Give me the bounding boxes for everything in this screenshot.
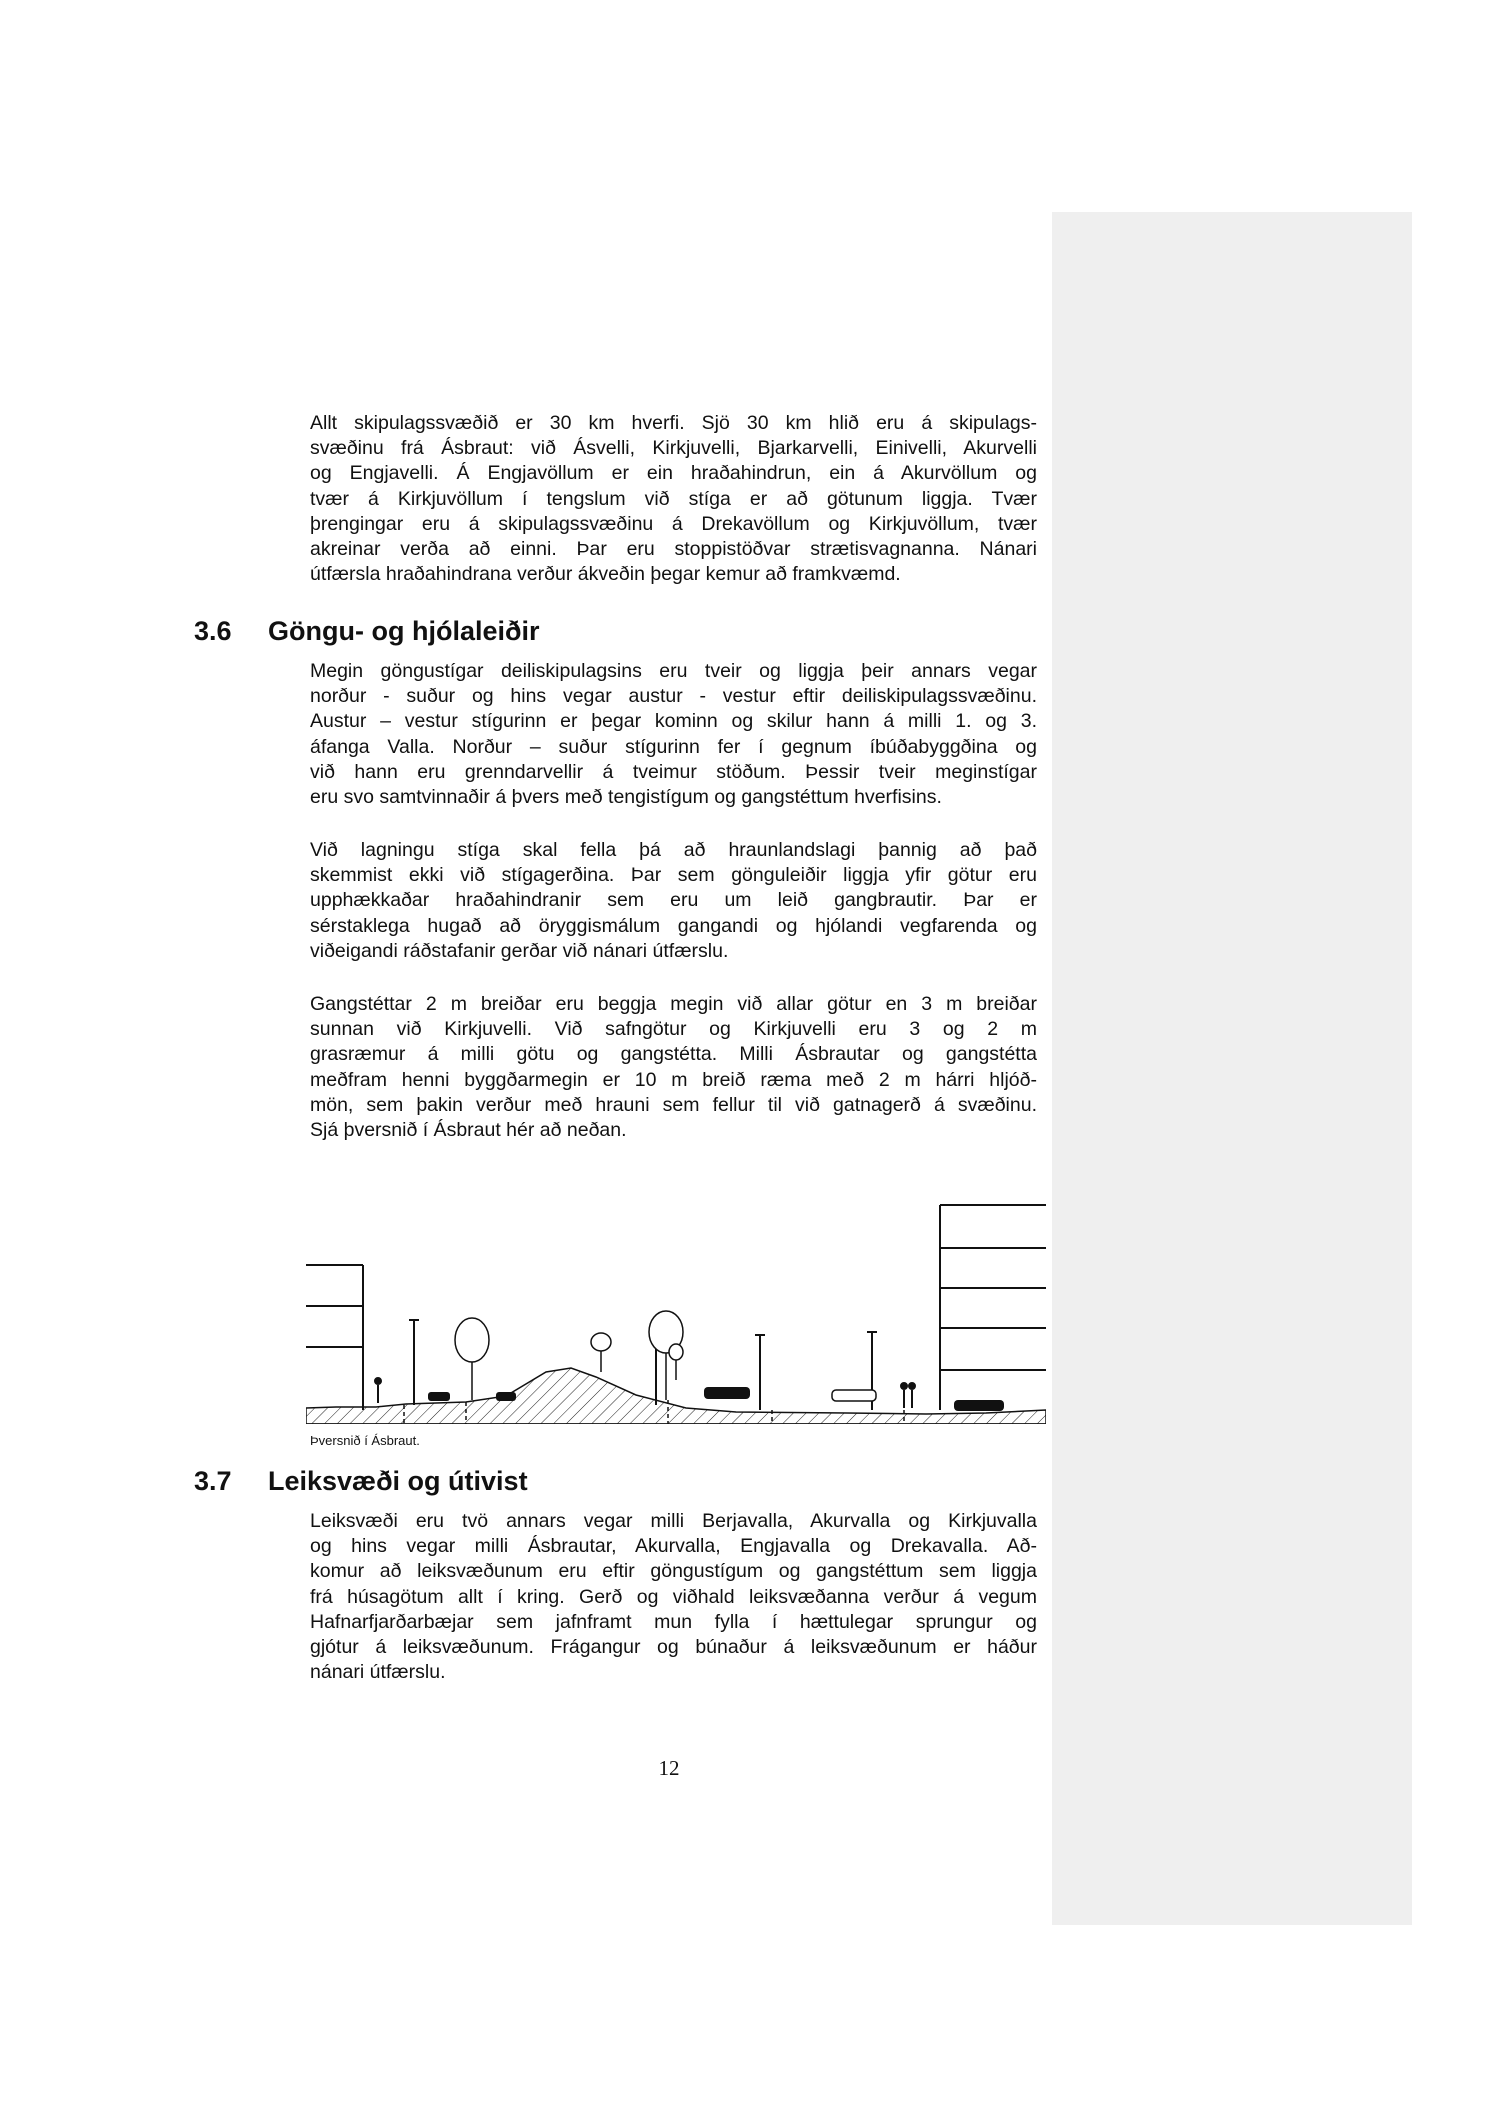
- section-number: 3.7: [194, 1466, 232, 1496]
- paragraph-main-paths: [310, 659, 1037, 810]
- text-line: þrengingar eru á skipulagssvæðinu á Drekavöllum og Kirkjuvöllum, tvær: [310, 512, 1037, 535]
- paragraph-path-construction: [310, 838, 1037, 964]
- text-line: Austur – vestur stígurinn er þegar kominn og skilur hann á milli 1. og 3.: [310, 710, 1037, 733]
- section-title: Göngu- og hjólaleiðir: [268, 616, 540, 646]
- text-line: Megin göngustígar deiliskipulagsins eru tveir og liggja þeir annars vegar: [310, 660, 1037, 682]
- right-building: [940, 1205, 1046, 1410]
- text-line: eru svo samtvinnaðir á þvers með tengistígum og gangstéttum hverfisins.: [310, 786, 942, 809]
- text-line: skemmist ekki við stígagerðina. Þar sem gönguleiðir liggja yfir götur eru: [310, 864, 1037, 887]
- comment-margin-pane: [1052, 212, 1412, 1925]
- asbraut-cross-section-figure: [306, 1200, 1046, 1424]
- text-line: Við lagningu stíga skal fella þá að hraunlandslagi þannig að það: [310, 839, 1037, 861]
- text-line: útfærsla hraðahindrana verður ákveðin þegar kemur að framkvæmd.: [310, 563, 901, 586]
- text-line: Allt skipulagssvæðið er 30 km hverfi. Sjö 30 km hlið eru á skipulags-: [310, 412, 1037, 434]
- paragraph-speed-limits: [310, 411, 1037, 587]
- text-line: grasræmur á milli götu og gangstétta. Milli Ásbrautar og gangstétta: [310, 1043, 1037, 1066]
- text-line: svæðinu frá Ásbraut: við Ásvelli, Kirkjuvelli, Bjarkarvelli, Einivelli, Akurvelli: [310, 437, 1037, 460]
- text-line: sérstaklega hugað að öryggismálum gangandi og hjólandi vegfarenda og: [310, 914, 1037, 937]
- cross-section-drawing: [306, 1200, 1046, 1424]
- page-number: 12: [658, 1756, 680, 1780]
- text-line: Gangstéttar 2 m breiðar eru beggja megin við allar götur en 3 m breiðar: [310, 993, 1037, 1015]
- text-line: Hafnarfjarðarbæjar sem jafnframt mun fylla í hættulegar sprungur og: [310, 1610, 1037, 1633]
- text-line: sunnan við Kirkjuvelli. Við safngötur og Kirkjuvelli eru 3 og 2 m: [310, 1018, 1037, 1041]
- section-title: Leiksvæði og útivist: [268, 1466, 528, 1496]
- text-line: Leiksvæði eru tvö annars vegar milli Berjavalla, Akurvalla og Kirkjuvalla: [310, 1510, 1037, 1532]
- section-heading-3-7: [194, 1466, 528, 1497]
- section-number: 3.6: [194, 616, 232, 646]
- text-line: meðfram henni byggðarmegin er 10 m breið ræma með 2 m hárri hljóð-: [310, 1068, 1037, 1091]
- text-line: viðeigandi ráðstafanir gerðar við nánari útfærslu.: [310, 939, 729, 962]
- text-line: við hann eru grenndarvellir á tveimur stöðum. Þessir tveir meginstígar: [310, 760, 1037, 783]
- text-line: og Engjavelli. Á Engjavöllum er ein hraðahindrun, ein á Akurvöllum og: [310, 462, 1037, 485]
- text-line: frá húsagötum allt í kring. Gerð og viðhald leiksvæðanna verður á vegum: [310, 1585, 1037, 1608]
- text-line: gjótur á leiksvæðunum. Frágangur og búnaður á leiksvæðunum er háður: [310, 1636, 1037, 1659]
- text-line: norður - suður og hins vegar austur - vestur eftir deiliskipulagssvæðinu.: [310, 685, 1037, 708]
- text-line: nánari útfærslu.: [310, 1661, 446, 1684]
- left-building: [306, 1265, 363, 1410]
- text-line: upphækkaðar hraðahindranir sem eru um leið gangbrautir. Þar er: [310, 889, 1037, 912]
- text-line: akreinar verða að einni. Þar eru stoppistöðvar strætisvagnanna. Nánari: [310, 538, 1037, 561]
- text-line: mön, sem þakin verður með hrauni sem fellur til við gatnagerð á svæðinu.: [310, 1093, 1037, 1116]
- text-line: komur að leiksvæðunum eru eftir göngustígum og gangstéttum sem liggja: [310, 1560, 1037, 1583]
- text-line: tvær á Kirkjuvöllum í tengslum við stíga er að götunum liggja. Tvær: [310, 487, 1037, 510]
- text-line: og hins vegar milli Ásbrautar, Akurvalla, Engjavalla og Drekavalla. Að-: [310, 1535, 1037, 1558]
- paragraph-play-areas: [310, 1509, 1037, 1685]
- paragraph-sidewalks: [310, 992, 1037, 1143]
- section-heading-3-6: [194, 616, 539, 647]
- text-line: áfanga Valla. Norður – suður stígurinn fer í gegnum íbúðabyggðina og: [310, 735, 1037, 758]
- text-line: Sjá þversnið í Ásbraut hér að neðan.: [310, 1119, 627, 1142]
- figure-caption: Þversnið í Ásbraut.: [310, 1433, 420, 1448]
